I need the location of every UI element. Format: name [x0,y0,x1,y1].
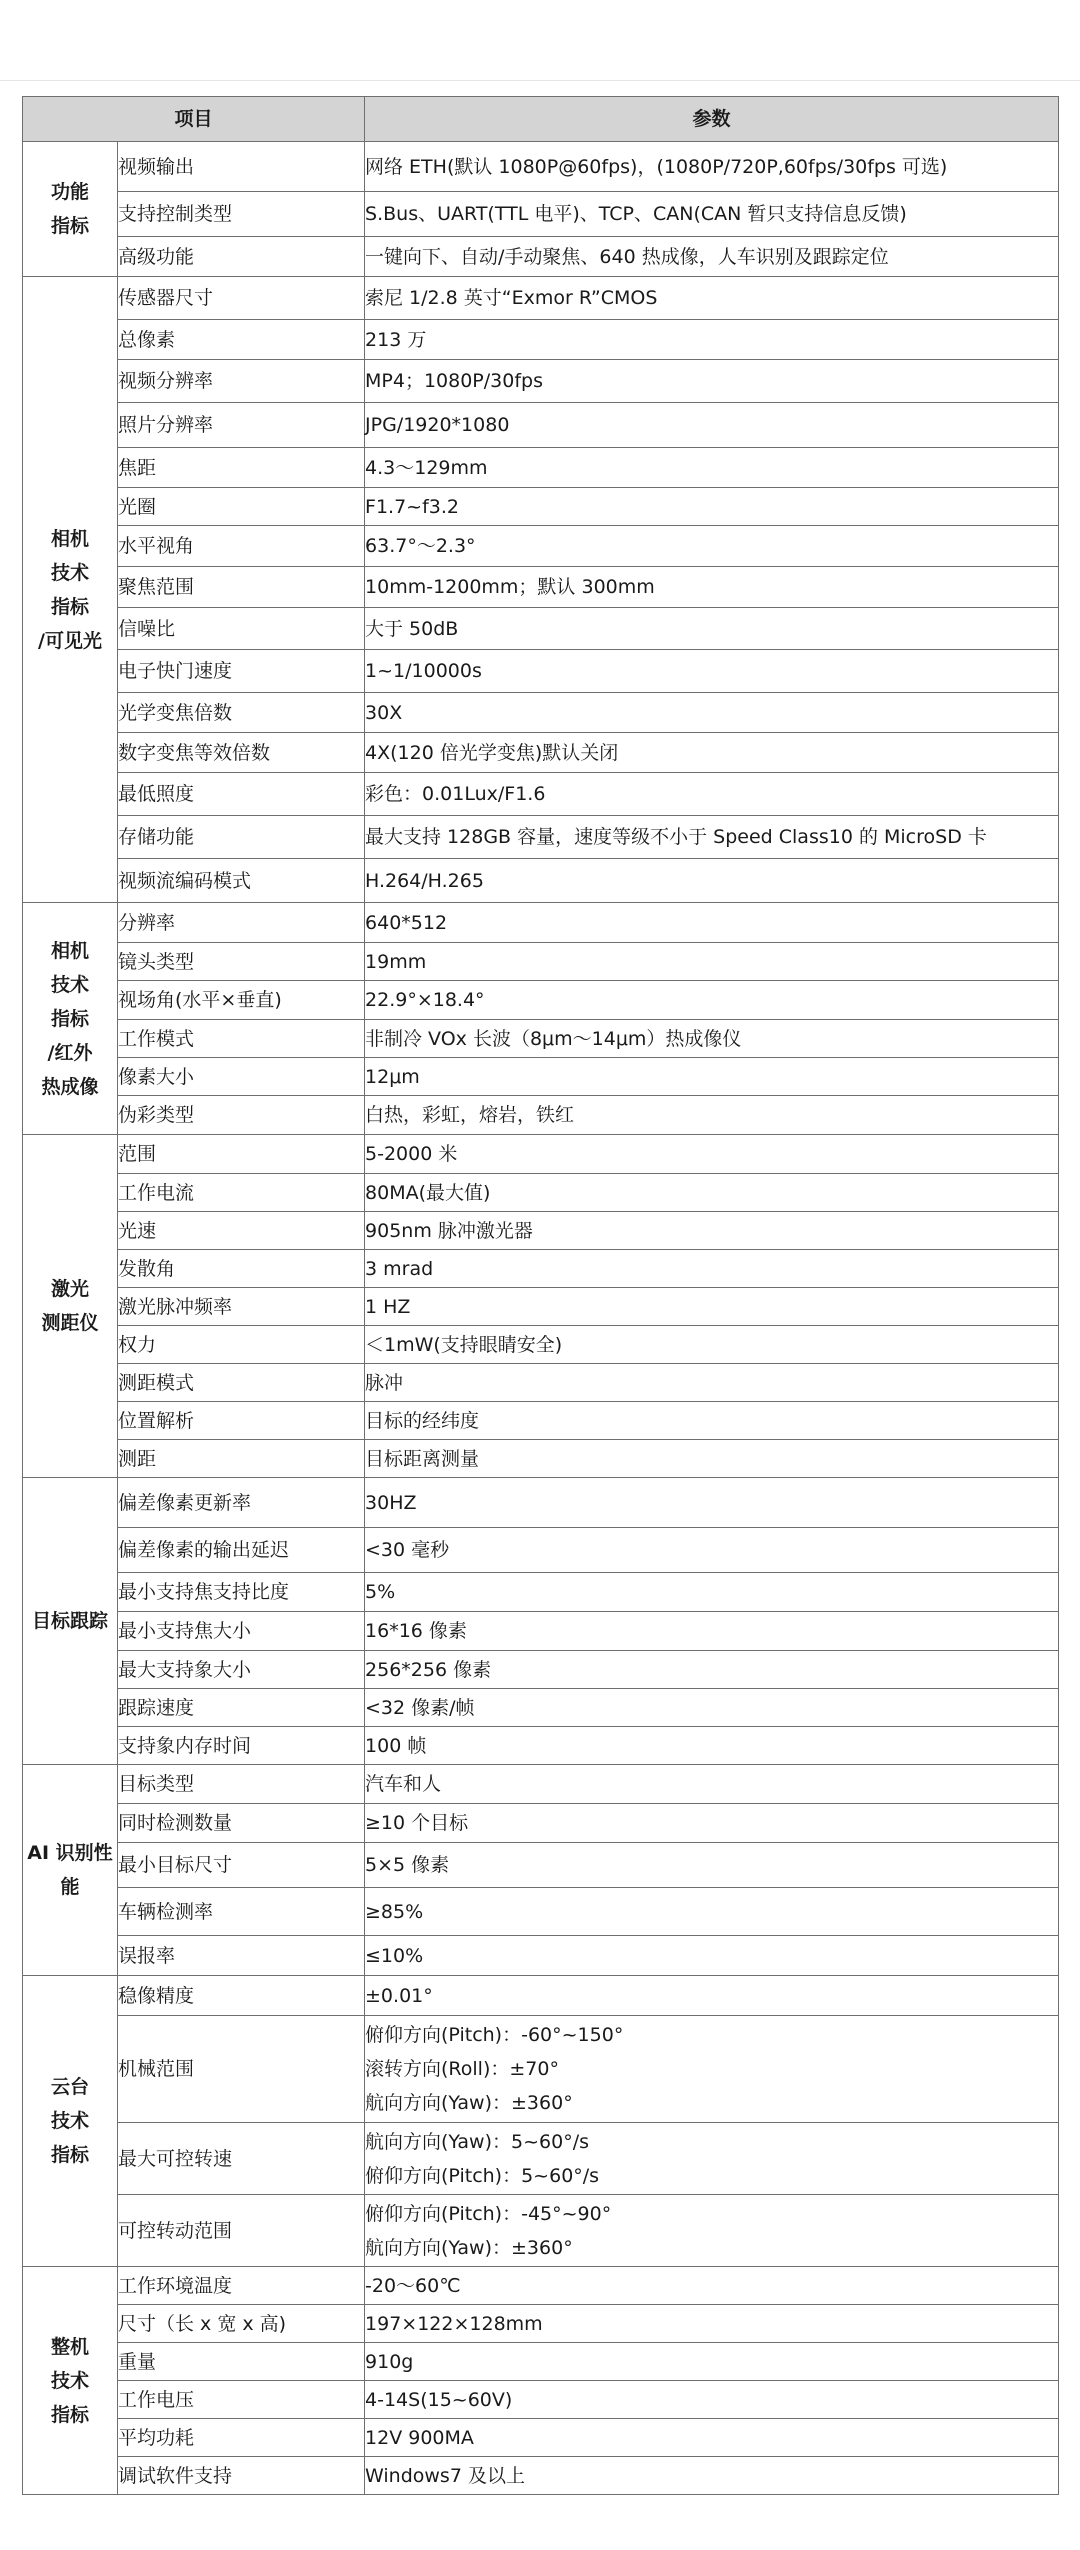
table-row [23,2016,1059,2123]
spec-name-cell: 同时检测数量 [118,1804,365,1843]
spec-value-cell: 30HZ [365,1478,1059,1528]
table-row [23,526,1059,567]
table-row [23,1402,1059,1440]
spec-value-cell: 5-2000 米 [365,1135,1059,1174]
table-row [23,2419,1059,2457]
spec-value-cell: 最大支持 128GB 容量，速度等级不小于 Speed Class10 的 MicroSD 卡 [365,816,1059,859]
spec-name-cell: 存储功能 [118,816,365,859]
spec-name-cell: 位置解析 [118,1402,365,1440]
spec-name-cell: 光学变焦倍数 [118,693,365,733]
spec-name-cell: 信噪比 [118,608,365,650]
spec-value-cell: 213 万 [365,320,1059,360]
table-row [23,1058,1059,1096]
top-divider [0,80,1080,81]
spec-name-cell: 尺寸（长 x 宽 x 高) [118,2305,365,2343]
spec-name-cell: 聚焦范围 [118,567,365,608]
spec-name-cell: 最大可控转速 [118,2123,365,2195]
spec-name-cell: 发散角 [118,1250,365,1288]
spec-value-cell: <32 像素/帧 [365,1689,1059,1727]
spec-name-cell: 激光脉冲频率 [118,1288,365,1326]
table-row [23,1976,1059,2016]
table-row [23,142,1059,192]
spec-value-cell: 脉冲 [365,1364,1059,1402]
spec-value-cell: ≥85% [365,1888,1059,1936]
spec-name-cell: 最小支持焦大小 [118,1612,365,1651]
category-cell: 目标跟踪 [23,1478,118,1765]
table-row [23,2195,1059,2267]
table-row [23,2457,1059,2495]
spec-value-cell: 12V 900MA [365,2419,1059,2457]
spec-name-cell: 分辨率 [118,903,365,943]
spec-value-cell: 目标距离测量 [365,1440,1059,1478]
spec-name-cell: 偏差像素更新率 [118,1478,365,1528]
spec-name-cell: 误报率 [118,1936,365,1976]
table-row [23,1288,1059,1326]
category-cell: 整机 技术 指标 [23,2267,118,2495]
spec-name-cell: 工作模式 [118,1020,365,1058]
spec-name-cell: 机械范围 [118,2016,365,2123]
table-row [23,1573,1059,1612]
spec-name-cell: 权力 [118,1326,365,1364]
table-row [23,1689,1059,1727]
spec-value-cell: 大于 50dB [365,608,1059,650]
table-row [23,1440,1059,1478]
spec-name-cell: 总像素 [118,320,365,360]
spec-value-cell: 俯仰方向(Pitch)：-45°~90° 航向方向(Yaw)：±360° [365,2195,1059,2267]
spec-value-cell: 一键向下、自动/手动聚焦、640 热成像，人车识别及跟踪定位 [365,237,1059,277]
table-row [23,773,1059,816]
spec-name-cell: 最小支持焦支持比度 [118,1573,365,1612]
spec-name-cell: 可控转动范围 [118,2195,365,2267]
spec-name-cell: 最大支持象大小 [118,1651,365,1689]
spec-value-cell: <30 毫秒 [365,1528,1059,1573]
table-row [23,1020,1059,1058]
table-row [23,1135,1059,1174]
table-row [23,1765,1059,1804]
spec-value-cell: -20～60℃ [365,2267,1059,2305]
spec-name-cell: 工作环境温度 [118,2267,365,2305]
spec-name-cell: 范围 [118,1135,365,1174]
spec-value-cell: H.264/H.265 [365,859,1059,903]
spec-name-cell: 支持象内存时间 [118,1727,365,1765]
category-cell: 相机 技术 指标 /可见光 [23,277,118,903]
spec-value-cell: 905nm 脉冲激光器 [365,1212,1059,1250]
table-row [23,2267,1059,2305]
table-row [23,2123,1059,2195]
spec-value-cell: 63.7°～2.3° [365,526,1059,567]
spec-value-cell: 索尼 1/2.8 英寸“Exmor R”CMOS [365,277,1059,320]
spec-name-cell: 稳像精度 [118,1976,365,2016]
table-row [23,733,1059,773]
spec-value-cell: MP4；1080P/30fps [365,360,1059,403]
table-row [23,1528,1059,1573]
spec-value-cell: 航向方向(Yaw)：5~60°/s 俯仰方向(Pitch)：5~60°/s [365,2123,1059,2195]
spec-value-cell: ＜1mW(支持眼睛安全) [365,1326,1059,1364]
table-row [23,237,1059,277]
spec-value-cell: 30X [365,693,1059,733]
spec-name-cell: 像素大小 [118,1058,365,1096]
spec-value-cell: 197×122×128mm [365,2305,1059,2343]
table-row [23,360,1059,403]
table-row [23,693,1059,733]
spec-name-cell: 传感器尺寸 [118,277,365,320]
table-row [23,650,1059,693]
table-row [23,816,1059,859]
spec-value-cell: 22.9°×18.4° [365,981,1059,1020]
spec-value-cell: 910g [365,2343,1059,2381]
category-cell: 云台 技术 指标 [23,1976,118,2267]
spec-name-cell: 电子快门速度 [118,650,365,693]
table-row [23,943,1059,981]
spec-value-cell: 1 HZ [365,1288,1059,1326]
spec-value-cell: 100 帧 [365,1727,1059,1765]
table-row [23,1250,1059,1288]
spec-name-cell: 工作电压 [118,2381,365,2419]
spec-value-cell: 目标的经纬度 [365,1402,1059,1440]
table-row [23,1936,1059,1976]
spec-name-cell: 测距模式 [118,1364,365,1402]
spec-name-cell: 偏差像素的输出延迟 [118,1528,365,1573]
table-row [23,2305,1059,2343]
spec-value-cell: 256*256 像素 [365,1651,1059,1689]
spec-value-cell: Windows7 及以上 [365,2457,1059,2495]
table-row [23,2381,1059,2419]
spec-name-cell: 最小目标尺寸 [118,1843,365,1888]
spec-value-cell: 5% [365,1573,1059,1612]
table-row [23,1804,1059,1843]
spec-name-cell: 数字变焦等效倍数 [118,733,365,773]
spec-value-cell: JPG/1920*1080 [365,403,1059,448]
spec-value-cell: 16*16 像素 [365,1612,1059,1651]
spec-value-cell: 非制冷 VOx 长波（8μm～14μm）热成像仪 [365,1020,1059,1058]
table-row [23,1364,1059,1402]
spec-value-cell: 彩色：0.01Lux/F1.6 [365,773,1059,816]
spec-value-cell: ≤10% [365,1936,1059,1976]
spec-name-cell: 水平视角 [118,526,365,567]
table-row [23,403,1059,448]
spec-value-cell: 1~1/10000s [365,650,1059,693]
spec-name-cell: 调试软件支持 [118,2457,365,2495]
spec-name-cell: 光速 [118,1212,365,1250]
table-row [23,1843,1059,1888]
spec-name-cell: 工作电流 [118,1174,365,1212]
spec-value-cell: 640*512 [365,903,1059,943]
spec-value-cell: 白热，彩虹，熔岩，铁红 [365,1096,1059,1135]
spec-value-cell: 80MA(最大值) [365,1174,1059,1212]
category-cell: AI 识别性 能 [23,1765,118,1976]
spec-name-cell: 伪彩类型 [118,1096,365,1135]
spec-value-cell: ≥10 个目标 [365,1804,1059,1843]
table-row [23,859,1059,903]
spec-name-cell: 平均功耗 [118,2419,365,2457]
spec-value-cell: 俯仰方向(Pitch)：-60°~150° 滚转方向(Roll)：±70° 航向方向(Yaw)：±360° [365,2016,1059,2123]
spec-value-cell: 3 mrad [365,1250,1059,1288]
table-header-row [23,97,1059,142]
spec-table [22,96,1059,2495]
table-row [23,488,1059,526]
table-row [23,1212,1059,1250]
table-row [23,1888,1059,1936]
spec-name-cell: 跟踪速度 [118,1689,365,1727]
spec-name-cell: 测距 [118,1440,365,1478]
table-row [23,1651,1059,1689]
spec-name-cell: 目标类型 [118,1765,365,1804]
header-param: 参数 [365,97,1059,142]
spec-name-cell: 光圈 [118,488,365,526]
table-row [23,1727,1059,1765]
table-row [23,1326,1059,1364]
spec-name-cell: 视频流编码模式 [118,859,365,903]
table-row [23,1174,1059,1212]
spec-name-cell: 镜头类型 [118,943,365,981]
spec-value-cell: ±0.01° [365,1976,1059,2016]
table-row [23,903,1059,943]
table-row [23,981,1059,1020]
category-cell: 相机 技术 指标 /红外 热成像 [23,903,118,1135]
header-item: 项目 [23,97,365,142]
spec-value-cell: 4.3～129mm [365,448,1059,488]
spec-name-cell: 焦距 [118,448,365,488]
spec-name-cell: 视场角(水平×垂直) [118,981,365,1020]
spec-value-cell: 网络 ETH(默认 1080P@60fps)，(1080P/720P,60fps/30fps 可选) [365,142,1059,192]
table-row [23,320,1059,360]
spec-value-cell: 5×5 像素 [365,1843,1059,1888]
spec-value-cell: F1.7~f3.2 [365,488,1059,526]
spec-value-cell: 4-14S(15~60V) [365,2381,1059,2419]
spec-name-cell: 车辆检测率 [118,1888,365,1936]
category-cell: 激光 测距仪 [23,1135,118,1478]
spec-name-cell: 重量 [118,2343,365,2381]
table-row [23,1478,1059,1528]
table-row [23,448,1059,488]
table-row [23,567,1059,608]
table-row [23,192,1059,237]
table-row [23,277,1059,320]
spec-name-cell: 高级功能 [118,237,365,277]
spec-name-cell: 支持控制类型 [118,192,365,237]
spec-name-cell: 最低照度 [118,773,365,816]
spec-value-cell: 12μm [365,1058,1059,1096]
table-row [23,2343,1059,2381]
spec-name-cell: 视频分辨率 [118,360,365,403]
spec-value-cell: S.Bus、UART(TTL 电平)、TCP、CAN(CAN 暂只支持信息反馈) [365,192,1059,237]
table-row [23,1096,1059,1135]
spec-value-cell: 10mm-1200mm；默认 300mm [365,567,1059,608]
spec-value-cell: 汽车和人 [365,1765,1059,1804]
spec-value-cell: 19mm [365,943,1059,981]
table-row [23,1612,1059,1651]
spec-value-cell: 4X(120 倍光学变焦)默认关闭 [365,733,1059,773]
table-row [23,608,1059,650]
spec-name-cell: 视频输出 [118,142,365,192]
spec-name-cell: 照片分辨率 [118,403,365,448]
category-cell: 功能 指标 [23,142,118,277]
